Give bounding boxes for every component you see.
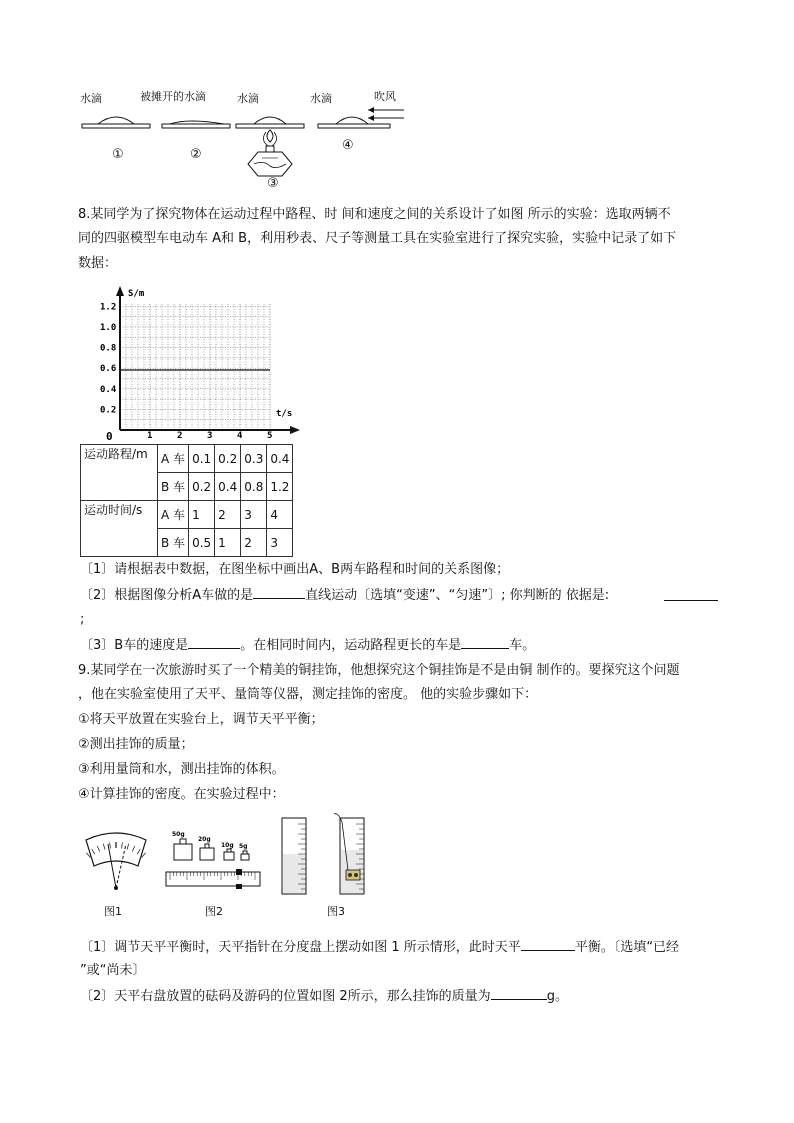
fig1-balance-dial — [80, 826, 152, 896]
q8-sub-1: 〔1〕请根据表中数据，在图坐标中画出A、B两车路程和时间的关系图像； — [80, 562, 510, 577]
label-num-4: ④ — [342, 138, 354, 153]
x-axis-arrow — [290, 426, 300, 434]
table-row — [81, 501, 293, 529]
table-cell: 3 — [267, 529, 293, 557]
label-water-1: 水滴 — [80, 92, 102, 105]
q9-sub-1-text-a: 〔1〕调节天平平衡时，天平指针在分度盘上摆动如图 1 所示情形，此时天平 — [80, 940, 521, 955]
origin-label: 0 — [106, 430, 113, 443]
graph-grid — [120, 304, 270, 430]
y-tick-labels — [100, 302, 117, 415]
drop-3-diagram — [236, 117, 304, 176]
table-cell: 1.2 — [267, 473, 293, 501]
weight-label-50g: 50g — [172, 831, 185, 838]
label-water-3: 水滴 — [237, 92, 259, 105]
q9-step-3: ③利用量筒和水，测出挂饰的体积。 — [78, 762, 285, 777]
fig3-caption: 图3 — [327, 905, 345, 918]
fig1-caption: 图1 — [104, 905, 122, 918]
y-tick-label: 0.2 — [100, 405, 117, 416]
q8-sub-2 — [80, 586, 609, 604]
q8-data-table — [80, 444, 293, 557]
table-cell: 1 — [189, 501, 215, 529]
x-axis-label: t/s — [276, 409, 293, 419]
table-cell: 4 — [267, 501, 293, 529]
table-cell: 1 — [215, 529, 241, 557]
y-tick-label: 1.0 — [100, 323, 117, 333]
drop-4-diagram — [318, 107, 404, 128]
answer-blank-b-speed[interactable] — [188, 636, 240, 649]
q8-sub-3 — [80, 636, 535, 654]
q8-sub-2-end: ; — [80, 612, 85, 627]
answer-blank-basis[interactable] — [664, 586, 718, 605]
q9-sub-2 — [80, 987, 568, 1005]
q8-sub-2-text-a: 〔2〕根据图像分析A车做的是 — [80, 588, 254, 603]
y-axis-arrow — [116, 286, 124, 296]
row-header-distance: 运动路程/m — [81, 445, 158, 501]
drop-1-diagram — [82, 117, 150, 128]
table-cell: 0.3 — [241, 445, 267, 473]
table-cell: 0.4 — [267, 445, 293, 473]
q8-sub-3-text-b: 。在相同时间内，运动路程更长的车是 — [240, 638, 462, 653]
car-b-label: B 车 — [158, 529, 189, 557]
q9-sub-2-text-a: 〔2〕天平右盘放置的砝码及游码的位置如图 2所示，那么挂饰的质量为 — [80, 989, 491, 1004]
weight-label-5g: 5g — [239, 843, 248, 850]
q8-intro-line-2: 同的四驱模型车电动车 A和 B，利用秒表、尺子等测量工具在实验室进行了探究实验，实验中记录了如下 — [78, 231, 677, 246]
s-t-graph — [100, 284, 310, 444]
q9-intro-line-2: ，他在实验室使用了天平、量筒等仪器，测定挂饰的密度。 他的实验步骤如下： — [78, 687, 538, 702]
drop-2-diagram — [162, 121, 230, 128]
table-cell: 0.4 — [215, 473, 241, 501]
answer-blank-a-motion[interactable] — [253, 586, 305, 599]
q9-sub-1-text-b: 平衡。〔选填“已经 — [574, 940, 680, 955]
y-tick-label: 0.6 — [100, 364, 117, 375]
q8-sub-3-text-c: 车。 — [509, 638, 536, 653]
q9-sub-1-end: ”或“尚未〕 — [80, 963, 146, 978]
q8-intro-line-3: 数据： — [78, 256, 118, 271]
table-cell: 2 — [215, 501, 241, 529]
weight-label-20g: 20g — [198, 836, 211, 843]
q9-sub-1 — [80, 938, 679, 956]
x-tick-label: 3 — [207, 431, 213, 441]
x-tick-label: 5 — [267, 431, 273, 441]
y-tick-label: 0.8 — [100, 343, 117, 354]
label-spread-drop: 被摊开的水滴 — [140, 90, 206, 103]
y-axis-label: S/m — [128, 289, 145, 299]
q9-step-1: ①将天平放置在实验台上，调节天平平衡； — [78, 712, 324, 727]
q9-intro-line-1: 9.某同学在一次旅游时买了一个精美的铜挂饰，他想探究这个铜挂饰是不是由铜 制作的。要探究这个问题 — [78, 663, 680, 678]
x-tick-label: 1 — [147, 431, 153, 441]
label-water-4: 水滴 — [310, 92, 332, 105]
table-row — [81, 445, 293, 473]
car-a-label: A 车 — [158, 445, 189, 473]
answer-blank-mass[interactable] — [491, 987, 547, 1000]
car-a-label: A 车 — [158, 501, 189, 529]
q9-step-2: ②测出挂饰的质量； — [78, 737, 194, 752]
car-b-label: B 车 — [158, 473, 189, 501]
x-tick-label: 2 — [177, 431, 183, 441]
fig2-caption: 图2 — [205, 905, 223, 918]
table-cell: 0.8 — [241, 473, 267, 501]
label-num-2: ② — [190, 147, 202, 162]
q9-step-4: ④计算挂饰的密度。在实验过程中： — [78, 787, 285, 802]
label-wind: 吹风 — [374, 90, 396, 103]
weight-label-10g: 10g — [221, 842, 234, 849]
q8-sub-2-text-b: 直线运动〔选填“变速”、“匀速”〕; 你判断的 依据是: — [305, 588, 610, 603]
q9-sub-2-text-b: g。 — [546, 989, 568, 1004]
y-tick-label: 1.2 — [100, 302, 117, 313]
table-cell: 0.5 — [189, 529, 215, 557]
fig2-weights-beam — [164, 826, 264, 894]
y-tick-label: 0.4 — [100, 384, 117, 395]
table-cell: 0.2 — [215, 445, 241, 473]
fig3-cylinders — [272, 812, 372, 896]
answer-blank-longer-car[interactable] — [461, 636, 509, 649]
table-cell: 3 — [241, 501, 267, 529]
q8-intro-line-1: 8.某同学为了探究物体在运动过程中路程、时 间和速度之间的关系设计了如图 所示的实验：选取两辆不 — [78, 207, 671, 222]
x-tick-label: 4 — [237, 431, 243, 441]
table-cell: 0.2 — [189, 473, 215, 501]
table-cell: 0.1 — [189, 445, 215, 473]
q8-sub-3-text-a: 〔3〕B车的速度是 — [80, 638, 189, 653]
row-header-time: 运动时间/s — [81, 501, 158, 557]
table-cell: 2 — [241, 529, 267, 557]
answer-blank-balance-state[interactable] — [521, 938, 575, 951]
label-num-3: ③ — [267, 176, 279, 191]
label-num-1: ① — [112, 147, 124, 162]
x-tick-labels — [147, 431, 272, 441]
